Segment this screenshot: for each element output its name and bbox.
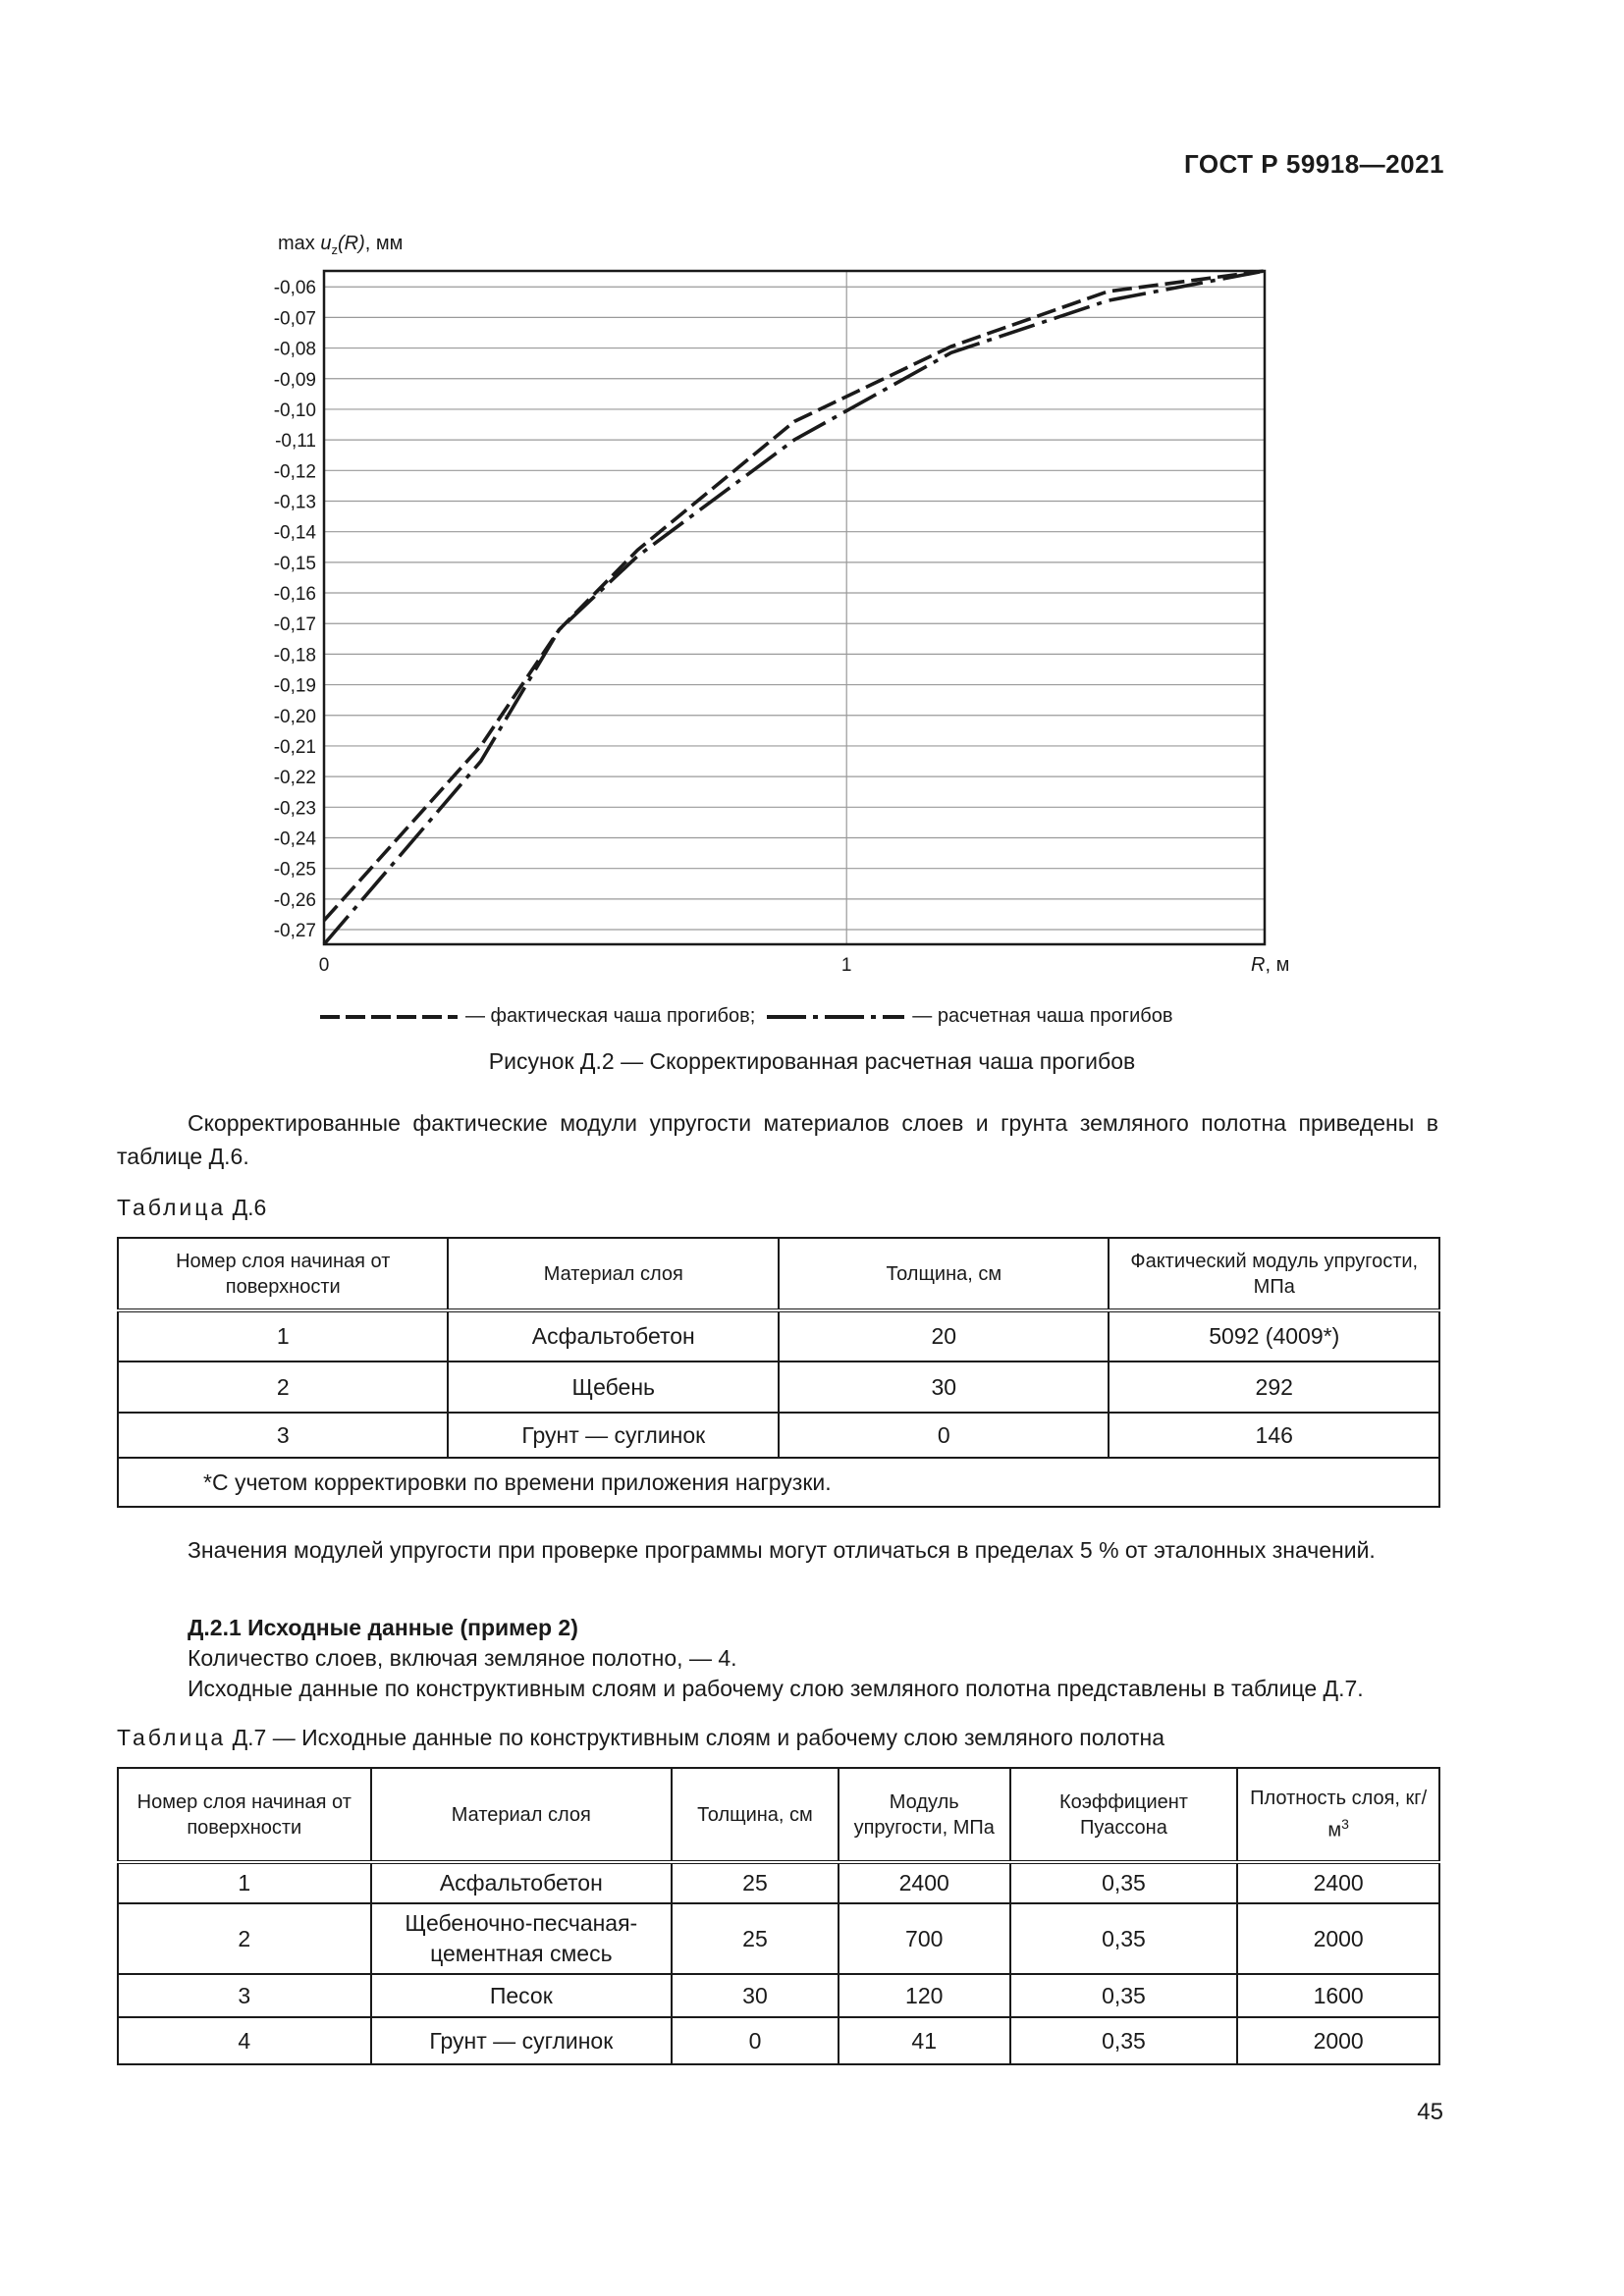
table6-footnote: *С учетом корректировки по времени приложения нагрузки. [118, 1458, 1439, 1507]
table-cell: 25 [672, 1903, 839, 1974]
y-tick-label: -0,11 [275, 431, 316, 453]
series-actual-line [324, 271, 1265, 921]
x-tick-label: 1 [840, 955, 852, 976]
table-note-row [118, 1458, 1439, 1507]
table6-label-number: Д.6 [232, 1195, 267, 1220]
page-number: 45 [1417, 2099, 1443, 2125]
table6-header-cell: Толщина, см [779, 1238, 1109, 1310]
y-tick-label: -0,09 [273, 369, 316, 391]
table-cell: Асфальтобетон [371, 1862, 673, 1903]
density-header-text: Плотность слоя, кг/м [1250, 1788, 1428, 1842]
y-tick-label: -0,19 [273, 675, 316, 697]
table6-label-word: Таблица [117, 1195, 227, 1220]
y-tick-label: -0,25 [273, 859, 316, 881]
table6-label [117, 1195, 266, 1221]
table-row [118, 1362, 1439, 1413]
figure-caption: Рисунок Д.2 — Скорректированная расчетная чаша прогибов [488, 1048, 1136, 1074]
section-layers-count: Количество слоев, включая земляное полотно, — 4. [188, 1645, 737, 1671]
table-cell: 2400 [1237, 1862, 1439, 1903]
table-cell: 25 [672, 1862, 839, 1903]
table-cell: 0 [779, 1413, 1109, 1458]
table-cell: 30 [672, 1974, 839, 2017]
table7-header-cell: Номер слоя начиная от поверхности [118, 1768, 371, 1862]
table-cell: 2400 [839, 1862, 1010, 1903]
table-cell: 2 [118, 1903, 371, 1974]
y-tick-label: -0,16 [273, 584, 316, 606]
table-cell: 0,35 [1010, 1903, 1238, 1974]
table-cell: 2000 [1237, 1903, 1439, 1974]
table-cell: 20 [779, 1310, 1109, 1362]
table-cell: 1600 [1237, 1974, 1439, 2017]
table-cell: 3 [118, 1413, 448, 1458]
table-cell: 292 [1109, 1362, 1439, 1413]
plot-frame [324, 271, 1265, 944]
table-cell: Грунт — суглинок [448, 1413, 779, 1458]
table-cell: 1 [118, 1862, 371, 1903]
series-calculated-line [324, 271, 1265, 944]
y-tick-label: -0,15 [273, 553, 316, 574]
table7-header-cell: Толщина, см [672, 1768, 839, 1862]
table7-header-cell: Модуль упругости, МПа [839, 1768, 1010, 1862]
table-cell: 41 [839, 2017, 1010, 2064]
table7-header-cell: Материал слоя [371, 1768, 673, 1862]
document-code: ГОСТ Р 59918—2021 [1183, 149, 1444, 179]
legend-dashed-line-icon [320, 1012, 458, 1022]
y-tick-label: -0,07 [273, 308, 316, 330]
table-cell: Щебень [448, 1362, 779, 1413]
y-tick-label: -0,22 [273, 768, 316, 789]
table-cell: Асфальтобетон [448, 1310, 779, 1362]
table-cell: 0,35 [1010, 1974, 1238, 2017]
section-heading: Д.2.1 Исходные данные (пример 2) [188, 1615, 578, 1640]
table-row [118, 1903, 1439, 1974]
table-cell: 0,35 [1010, 2017, 1238, 2064]
table-row [118, 1974, 1439, 2017]
deflection-bowl-chart [253, 224, 1324, 980]
table7-label-title: Д.7 — Исходные данные по конструктивным слоям и рабочему слою земляного полотна [232, 1725, 1165, 1750]
table-cell: Песок [371, 1974, 673, 2017]
y-tick-label: -0,18 [273, 645, 316, 667]
table7-label [117, 1725, 1164, 1751]
table-row [118, 1310, 1439, 1362]
y-tick-label: -0,27 [273, 921, 316, 942]
y-tick-label: -0,12 [273, 461, 316, 483]
legend-dashdot-line-icon [767, 1012, 904, 1022]
section-data-ref: Исходные данные по конструктивным слоям и рабочему слою земляного полотна представлены в таблице Д.7. [188, 1676, 1364, 1701]
legend-calculated-label: — расчетная чаша прогибов [912, 1005, 1173, 1027]
table-cell: 4 [118, 2017, 371, 2064]
legend-actual-label: — фактическая чаша прогибов; [465, 1005, 756, 1027]
y-tick-label: -0,06 [273, 278, 316, 299]
y-tick-label: -0,26 [273, 889, 316, 911]
y-tick-label: -0,10 [273, 400, 316, 421]
table-cell: Щебеночно-песчаная-цементная смесь [371, 1903, 673, 1974]
table-row [118, 2017, 1439, 2064]
chart-legend [320, 1005, 1243, 1028]
table-cell: 30 [779, 1362, 1109, 1413]
table-row [118, 1413, 1439, 1458]
table6-header-cell: Фактический модуль упругости, МПа [1109, 1238, 1439, 1310]
paragraph-tolerance: Значения модулей упругости при проверке программы могут отличаться в пределах 5 % от эталонных значений. [188, 1537, 1376, 1563]
table6-header-cell: Материал слоя [448, 1238, 779, 1310]
x-tick-label: 0 [318, 955, 330, 976]
table-cell: 3 [118, 1974, 371, 2017]
y-tick-label: -0,17 [273, 614, 316, 636]
table-row [118, 1862, 1439, 1903]
y-tick-label: -0,21 [273, 736, 316, 758]
table-cell: 120 [839, 1974, 1010, 2017]
table-cell: 5092 (4009*) [1109, 1310, 1439, 1362]
table-cell: 1 [118, 1310, 448, 1362]
y-axis-label: $\max u_z(R)$, мм [278, 233, 404, 257]
table7-label-word: Таблица [117, 1725, 227, 1750]
table-cell: 0,35 [1010, 1862, 1238, 1903]
table-cell: 146 [1109, 1413, 1439, 1458]
table7-header-cell: Коэффициент Пуассона [1010, 1768, 1238, 1862]
table-cell: 2 [118, 1362, 448, 1413]
y-tick-label: -0,08 [273, 339, 316, 360]
y-tick-label: -0,14 [273, 522, 316, 544]
y-tick-label: -0,13 [273, 492, 316, 513]
y-tick-label: -0,20 [273, 706, 316, 727]
y-tick-label: -0,23 [273, 798, 316, 820]
table-cell: 0 [672, 2017, 839, 2064]
table-d7 [117, 1767, 1440, 2065]
x-axis-label: R, м [1251, 954, 1290, 976]
table-d6 [117, 1237, 1440, 1508]
density-header-superscript: 3 [1341, 1816, 1349, 1833]
y-tick-label: -0,24 [273, 828, 316, 850]
paragraph-moduli-intro: Скорректированные фактические модули упругости материалов слоев и грунта земляного полотна приведены в таблице Д.6. [117, 1110, 1438, 1169]
table7-header-cell [1237, 1768, 1439, 1862]
table-cell: Грунт — суглинок [371, 2017, 673, 2064]
table-cell: 700 [839, 1903, 1010, 1974]
table-cell: 2000 [1237, 2017, 1439, 2064]
table6-header-cell: Номер слоя начиная от поверхности [118, 1238, 448, 1310]
